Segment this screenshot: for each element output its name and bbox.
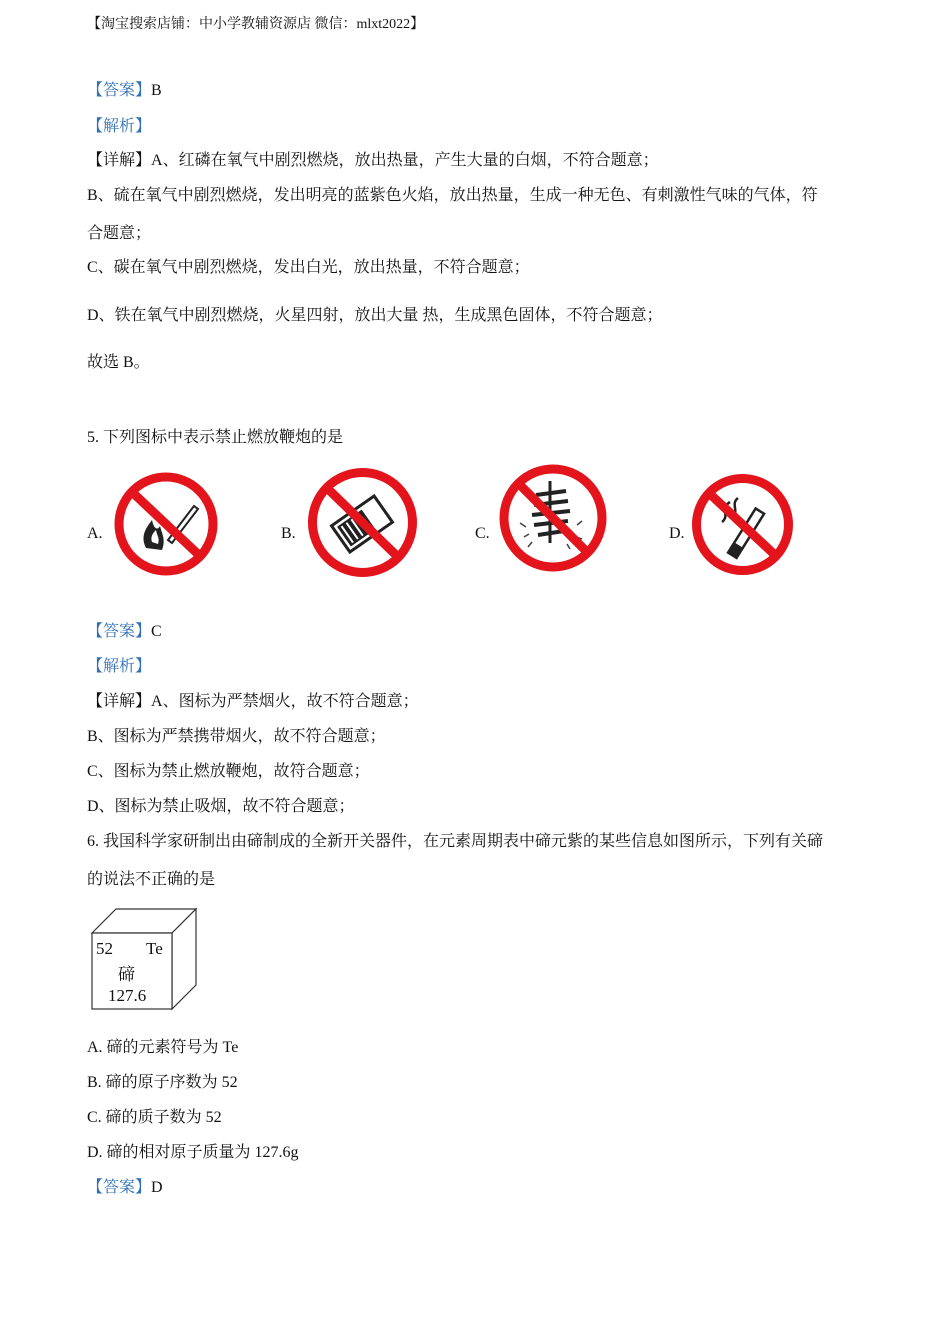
no-matches-icon xyxy=(306,466,419,579)
detail-tag: 【详解】 xyxy=(87,152,152,169)
no-firecrackers-icon xyxy=(498,463,608,573)
q5-option-b-label: B. xyxy=(281,525,296,542)
no-fire-icon xyxy=(112,470,220,578)
q6-option-d: D. 碲的相对原子质量为 127.6g xyxy=(87,1144,299,1161)
q4-line-c: C、碳在氧气中剧烈燃烧，发出白光，放出热量，不符合题意； xyxy=(87,259,530,276)
q6-option-a: A. 碲的元素符号为 Te xyxy=(87,1039,239,1056)
atomic-number: 52 xyxy=(96,939,113,958)
q4-line-d: D、铁在氧气中剧烈燃烧，火星四射，放出大量 热，生成黑色固体，不符合题意； xyxy=(87,307,663,324)
atomic-mass: 127.6 xyxy=(108,986,147,1005)
detail-text: A、红磷在氧气中剧烈燃烧，放出热量，产生大量的白烟，不符合题意； xyxy=(151,152,659,169)
q4-line-b-cont: 合题意； xyxy=(87,225,152,242)
q6-question-line2: 的说法不正确的是 xyxy=(87,871,216,888)
q5-line-c: C、图标为禁止燃放鞭炮，故符合题意； xyxy=(87,763,370,780)
q4-line-b: B、硫在氧气中剧烈燃烧，发出明亮的蓝紫色火焰，放出热量，生成一种无色、有刺激性气味的气体，符 xyxy=(87,187,818,204)
element-symbol: Te xyxy=(146,939,163,958)
answer-tag: 【答案】 xyxy=(87,1179,152,1196)
q4-conclusion: 故选 B。 xyxy=(87,354,150,371)
q5-analysis-tag: 【解析】 xyxy=(87,658,152,675)
q5-option-a-label: A. xyxy=(87,525,103,542)
q5-option-c-label: C. xyxy=(475,525,490,542)
q5-line-d: D、图标为禁止吸烟，故不符合题意； xyxy=(87,798,355,815)
answer-tag: 【答案】 xyxy=(87,82,152,99)
q4-detail-line xyxy=(87,151,659,171)
q5-option-d-label: D. xyxy=(669,525,685,542)
detail-text: A、图标为严禁烟火，故不符合题意； xyxy=(151,693,419,710)
q6-option-b: B. 碲的原子序数为 52 xyxy=(87,1074,238,1091)
shop-header: 【淘宝搜索店铺：中小学教辅资源店 微信：mlxt2022】 xyxy=(87,17,425,32)
element-name: 碲 xyxy=(118,965,135,984)
detail-tag: 【详解】 xyxy=(87,693,152,710)
no-smoking-icon xyxy=(690,472,795,577)
answer-value: C xyxy=(151,623,162,640)
answer-tag: 【答案】 xyxy=(87,623,152,640)
q4-answer xyxy=(87,81,162,101)
answer-value: B xyxy=(151,82,162,99)
q5-answer xyxy=(87,622,162,642)
q6-question-line1: 6. 我国科学家研制出由碲制成的全新开关器件，在元素周期表中碲元紫的某些信息如图所示，下列有关碲 xyxy=(87,833,824,850)
q5-detail-line xyxy=(87,692,419,712)
q4-analysis-tag: 【解析】 xyxy=(87,118,152,135)
q6-option-c: C. 碲的质子数为 52 xyxy=(87,1109,222,1126)
answer-value: D xyxy=(151,1179,163,1196)
q6-answer xyxy=(87,1178,163,1198)
q5-line-b: B、图标为严禁携带烟火，故不符合题意； xyxy=(87,728,386,745)
q5-question: 5. 下列图标中表示禁止燃放鞭炮的是 xyxy=(87,429,344,446)
